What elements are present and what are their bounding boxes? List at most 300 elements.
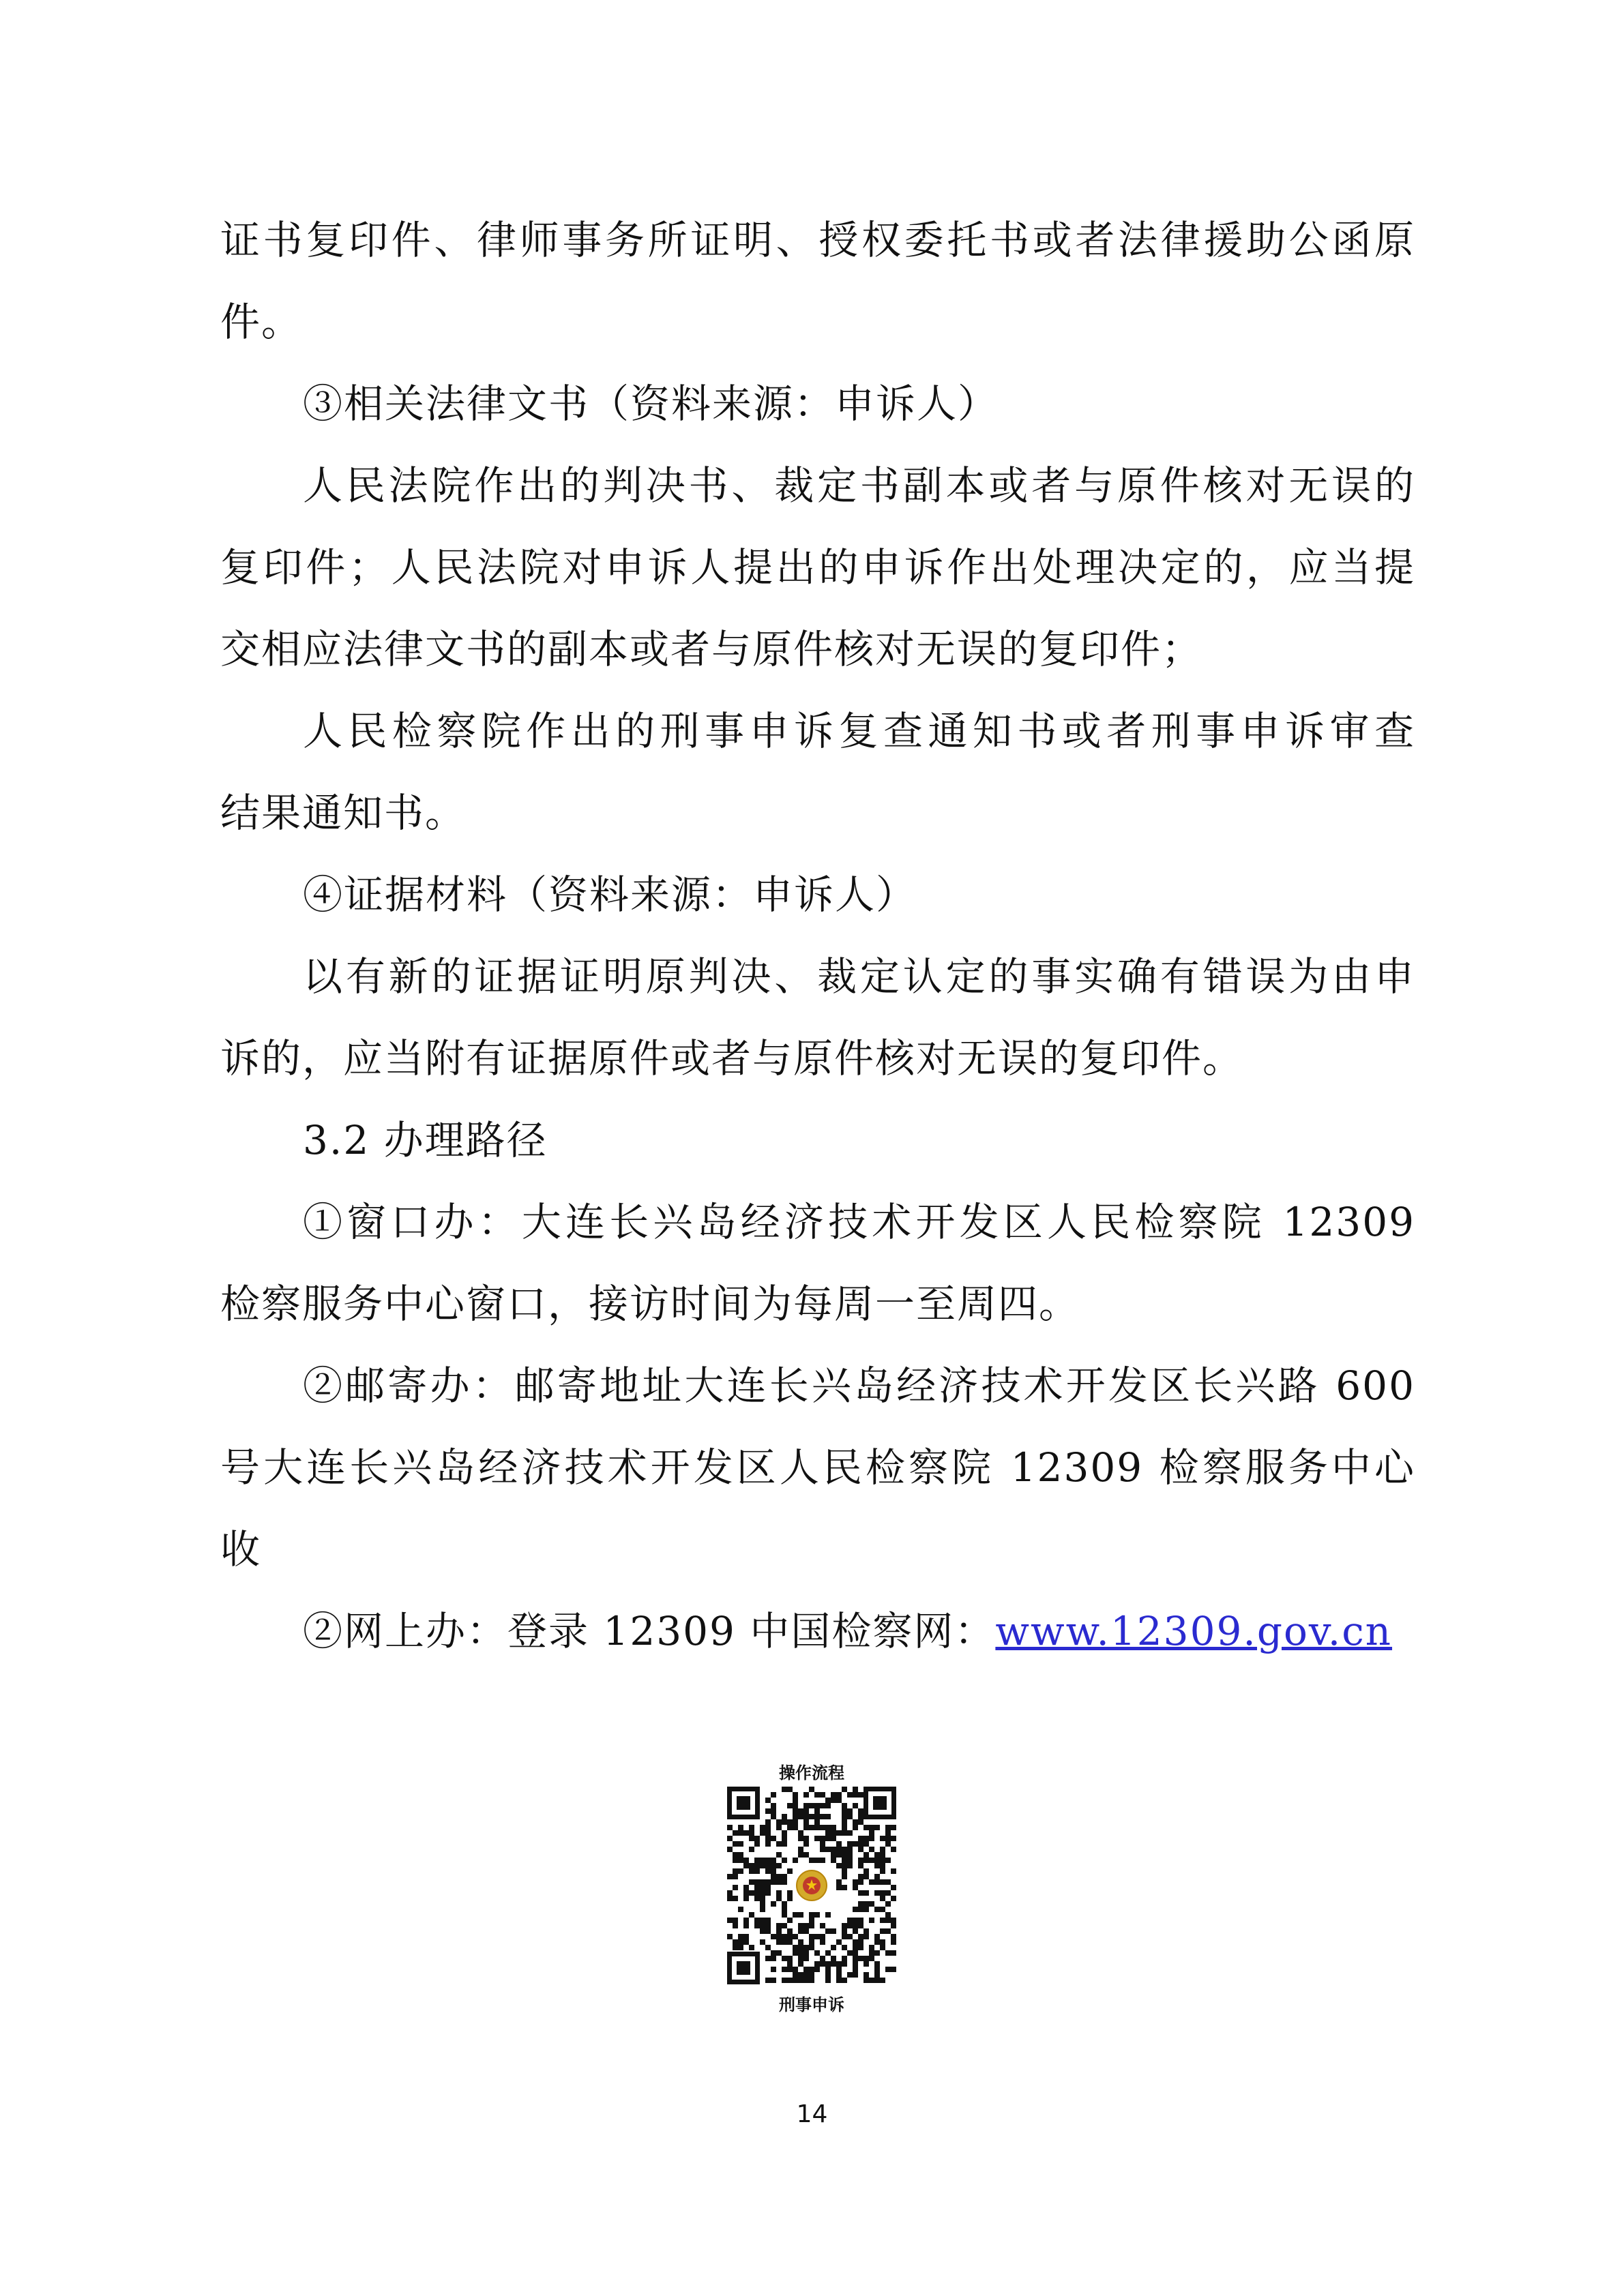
qr-module (880, 1847, 885, 1852)
qr-module (793, 1912, 798, 1918)
qr-module (842, 1847, 847, 1852)
qr-module (733, 1874, 738, 1879)
qr-module (749, 1868, 754, 1874)
qr-module (853, 1841, 858, 1847)
qr-module (825, 1978, 831, 1983)
qr-module (743, 1830, 749, 1836)
qr-module (749, 1847, 754, 1852)
qr-module (787, 1890, 793, 1896)
qr-module (874, 1934, 880, 1939)
qr-module (803, 1978, 809, 1983)
qr-module (853, 1803, 858, 1808)
qr-module (885, 1890, 891, 1896)
qr-module (831, 1792, 836, 1798)
qr-module (787, 1961, 793, 1967)
qr-code[interactable] (727, 1787, 896, 1984)
qr-module (760, 1858, 765, 1863)
paragraph-line: 号大连长兴岛经济技术开发区人民检察院 12309 检察服务中心 (220, 1444, 1415, 1491)
qr-module (869, 1836, 874, 1841)
qr-module (771, 1901, 776, 1907)
qr-module (874, 1939, 880, 1945)
qr-module (825, 1961, 831, 1967)
qr-module (760, 1901, 765, 1907)
qr-module (793, 1814, 798, 1819)
qr-module (853, 1825, 858, 1830)
paragraph-line: 收 (220, 1526, 262, 1572)
qr-module (842, 1858, 847, 1863)
qr-module (874, 1950, 880, 1956)
qr-module (891, 1885, 896, 1890)
qr-module (836, 1841, 842, 1847)
qr-module (776, 1874, 782, 1879)
qr-module (793, 1945, 798, 1950)
qr-module (771, 1934, 776, 1939)
qr-module (771, 1879, 776, 1885)
qr-module (863, 1874, 869, 1879)
qr-module (853, 1787, 858, 1792)
qr-module (885, 1928, 891, 1934)
qr-module (803, 1945, 809, 1950)
qr-module (836, 1967, 842, 1972)
qr-module (869, 1847, 874, 1852)
qr-module (836, 1792, 842, 1798)
qr-module (853, 1956, 858, 1961)
qr-module (798, 1978, 803, 1983)
qr-module (733, 1896, 738, 1901)
qr-module (863, 1852, 869, 1858)
qr-module (831, 1858, 836, 1863)
qr-module (842, 1945, 847, 1950)
qr-module (831, 1830, 836, 1836)
qr-module (765, 1819, 771, 1825)
qr-module (798, 1956, 803, 1961)
qr-module (782, 1836, 787, 1841)
paragraph-line: 复印件；人民法院对申诉人提出的申诉作出处理决定的，应当提 (220, 544, 1415, 591)
qr-module (798, 1939, 803, 1945)
qr-module (809, 1934, 814, 1939)
qr-module (749, 1879, 754, 1885)
qr-module (743, 1858, 749, 1863)
qr-module (787, 1918, 793, 1923)
qr-module (869, 1950, 874, 1956)
qr-module (809, 1918, 814, 1923)
qr-module (880, 1879, 885, 1885)
qr-module (803, 1825, 809, 1830)
qr-module (776, 1841, 782, 1847)
qr-module (863, 1978, 869, 1983)
qr-module (874, 1967, 880, 1972)
qr-module (782, 1901, 787, 1907)
qr-module (831, 1852, 836, 1858)
qr-module (776, 1852, 782, 1858)
qr-module (836, 1852, 842, 1858)
qr-module (727, 1825, 733, 1830)
qr-module (874, 1874, 880, 1879)
qr-module (798, 1836, 803, 1841)
qr-module (787, 1819, 793, 1825)
qr-module (776, 1939, 782, 1945)
qr-module (760, 1825, 765, 1830)
qr-module (858, 1863, 863, 1868)
qr-module (798, 1852, 803, 1858)
qr-module (820, 1961, 825, 1967)
qr-module (825, 1847, 831, 1852)
qr-module (733, 1841, 738, 1847)
qr-module (771, 1868, 776, 1874)
qr-module (809, 1923, 814, 1928)
qr-module (738, 1868, 743, 1874)
qr-module (869, 1901, 874, 1907)
qr-module (836, 1972, 842, 1978)
qr-module (803, 1928, 809, 1934)
qr-module (793, 1808, 798, 1814)
qr-module (787, 1825, 793, 1830)
qr-module (820, 1934, 825, 1939)
qr-module (749, 1945, 754, 1950)
qr-module (809, 1978, 814, 1983)
qr-module (880, 1928, 885, 1934)
qr-module (874, 1907, 880, 1912)
qr-module (858, 1879, 863, 1885)
qr-module (782, 1939, 787, 1945)
qr-module (765, 1918, 771, 1923)
section-heading: 3.2 办理路径 (303, 1117, 548, 1163)
qr-module (874, 1972, 880, 1978)
qr-module (820, 1841, 825, 1847)
qr-module (814, 1967, 820, 1972)
paragraph-line: 以有新的证据证明原判决、裁定认定的事实确有错误为由申 (303, 953, 1415, 1000)
qr-module (793, 1825, 798, 1830)
qr-module (842, 1803, 847, 1808)
qr-module (754, 1858, 760, 1863)
qr-module (798, 1912, 803, 1918)
qr-module (831, 1825, 836, 1830)
qr-module (820, 1939, 825, 1945)
qr-module (853, 1879, 858, 1885)
qr-title: 操作流程 (779, 1763, 844, 1783)
qr-module (858, 1792, 863, 1798)
qr-module (874, 1961, 880, 1967)
qr-module (727, 1836, 733, 1841)
qr-module (803, 1841, 809, 1847)
qr-module (853, 1945, 858, 1950)
qr-module (842, 1787, 847, 1792)
qr-module (880, 1858, 885, 1863)
qr-module (765, 1890, 771, 1896)
qr-module (885, 1858, 891, 1863)
qr-module (765, 1798, 771, 1803)
qr-module (836, 1863, 842, 1868)
qr-module (847, 1792, 853, 1798)
qr-module (809, 1825, 814, 1830)
qr-module (863, 1836, 869, 1841)
qr-module (782, 1978, 787, 1983)
qr-module (782, 1787, 787, 1792)
qr-module (847, 1950, 853, 1956)
qr-module (733, 1830, 738, 1836)
qr-module (798, 1972, 803, 1978)
qr-module (760, 1907, 765, 1912)
qr-module (836, 1879, 842, 1885)
qr-module (858, 1814, 863, 1819)
qr-module (749, 1912, 754, 1918)
qr-module (869, 1825, 874, 1830)
qr-module (858, 1808, 863, 1814)
qr-module (891, 1939, 896, 1945)
paragraph-line: 检察服务中心窗口，接访时间为每周一至周四。 (220, 1281, 1080, 1327)
qr-module (891, 1923, 896, 1928)
paragraph-line: 证书复印件、律师事务所证明、授权委托书或者法律援助公函原 (220, 217, 1415, 263)
qr-module (765, 1956, 771, 1961)
qr-module (793, 1792, 798, 1798)
qr-module (825, 1967, 831, 1972)
qr-module (743, 1934, 749, 1939)
qr-module (765, 1808, 771, 1814)
qr-module (858, 1901, 863, 1907)
qr-module (787, 1978, 793, 1983)
qr-module (847, 1934, 853, 1939)
qr-module (847, 1852, 853, 1858)
qr-module (782, 1858, 787, 1863)
qr-module (847, 1830, 853, 1836)
qr-module (880, 1978, 885, 1983)
section-heading: ③相关法律文书（资料来源：申诉人） (303, 381, 999, 427)
qr-module (858, 1819, 863, 1825)
qr-module (858, 1918, 863, 1923)
qr-module (809, 1967, 814, 1972)
qr-module (803, 1956, 809, 1961)
qr-module (891, 1868, 896, 1874)
qr-module (825, 1830, 831, 1836)
qr-module (825, 1798, 831, 1803)
qr-module (765, 1978, 771, 1983)
qr-module (738, 1841, 743, 1847)
qr-module (782, 1819, 787, 1825)
qr-module (847, 1808, 853, 1814)
qr-module (798, 1928, 803, 1934)
qr-module (880, 1863, 885, 1868)
qr-module (853, 1967, 858, 1972)
qr-module (885, 1967, 891, 1972)
qr-module (853, 1907, 858, 1912)
online-line (303, 1607, 1392, 1656)
qr-module (787, 1934, 793, 1939)
qr-module (776, 1896, 782, 1901)
qr-module (771, 1874, 776, 1879)
qr-module (776, 1879, 782, 1885)
paragraph-line: 交相应法律文书的副本或者与原件核对无误的复印件； (220, 626, 1203, 672)
qr-module (880, 1907, 885, 1912)
qr-module (891, 1918, 896, 1923)
qr-module (809, 1787, 814, 1792)
qr-module (765, 1825, 771, 1830)
qr-module (803, 1967, 809, 1972)
qr-module (863, 1961, 869, 1967)
qr-module (727, 1896, 733, 1901)
qr-module (803, 1950, 809, 1956)
qr-module (847, 1918, 853, 1923)
qr-module (847, 1814, 853, 1819)
qr-module (782, 1907, 787, 1912)
qr-module (782, 1879, 787, 1885)
qr-module (891, 1847, 896, 1852)
qr-module (836, 1830, 842, 1836)
qr-module (782, 1874, 787, 1879)
qr-module (825, 1912, 831, 1918)
qr-module (765, 1836, 771, 1841)
qr-module (858, 1934, 863, 1939)
qr-module (885, 1950, 891, 1956)
qr-module (831, 1928, 836, 1934)
qr-module (798, 1814, 803, 1819)
qr-module (825, 1950, 831, 1956)
qr-module (793, 1978, 798, 1983)
qr-module (891, 1934, 896, 1939)
qr-module (820, 1847, 825, 1852)
qr-caption: 刑事申诉 (779, 1995, 844, 2014)
qr-module (836, 1978, 842, 1983)
qr-module (760, 1885, 765, 1890)
website-link[interactable]: www.12309.gov.cn (995, 1608, 1393, 1654)
qr-module (863, 1858, 869, 1863)
qr-module (743, 1939, 749, 1945)
qr-module (771, 1792, 776, 1798)
qr-module (885, 1830, 891, 1836)
qr-module (733, 1945, 738, 1950)
qr-module (847, 1847, 853, 1852)
qr-module (874, 1852, 880, 1858)
qr-module (771, 1858, 776, 1863)
qr-module (842, 1808, 847, 1814)
qr-module (814, 1858, 820, 1863)
qr-module (782, 1814, 787, 1819)
paragraph-line: 诉的，应当附有证据原件或者与原件核对无误的复印件。 (220, 1035, 1244, 1082)
qr-module (831, 1798, 836, 1803)
qr-module (880, 1945, 885, 1950)
qr-module (760, 1830, 765, 1836)
qr-module (798, 1847, 803, 1852)
qr-module (771, 1950, 776, 1956)
qr-module (858, 1956, 863, 1961)
qr-module (782, 1934, 787, 1939)
qr-module (842, 1814, 847, 1819)
qr-module (803, 1803, 809, 1808)
qr-module (809, 1814, 814, 1819)
qr-module (754, 1923, 760, 1928)
qr-module (787, 1928, 793, 1934)
qr-module (820, 1923, 825, 1928)
qr-module (814, 1814, 820, 1819)
qr-module (749, 1863, 754, 1868)
qr-module (803, 1852, 809, 1858)
qr-module (760, 1890, 765, 1896)
qr-module (863, 1928, 869, 1934)
qr-module (749, 1825, 754, 1830)
qr-module (787, 1803, 793, 1808)
qr-module (863, 1956, 869, 1961)
qr-module (858, 1841, 863, 1847)
qr-module (798, 1961, 803, 1967)
qr-module (743, 1896, 749, 1901)
qr-module (733, 1885, 738, 1890)
qr-module (858, 1890, 863, 1896)
paragraph-line: 人民检察院作出的刑事申诉复查通知书或者刑事申诉审查 (303, 708, 1415, 754)
qr-module (760, 1879, 765, 1885)
qr-module (793, 1803, 798, 1808)
qr-module (874, 1890, 880, 1896)
qr-module (727, 1934, 733, 1939)
qr-module (754, 1918, 760, 1923)
qr-module (820, 1836, 825, 1841)
qr-module (847, 1923, 853, 1928)
qr-module (760, 1923, 765, 1928)
qr-module (771, 1967, 776, 1972)
qr-module (885, 1901, 891, 1907)
qr-module (885, 1836, 891, 1841)
qr-module (863, 1841, 869, 1847)
qr-module (793, 1798, 798, 1803)
qr-module (809, 1912, 814, 1918)
qr-module (858, 1858, 863, 1863)
qr-module (869, 1918, 874, 1923)
qr-module (776, 1928, 782, 1934)
qr-module (814, 1950, 820, 1956)
qr-module (885, 1841, 891, 1847)
qr-module (842, 1852, 847, 1858)
qr-module (858, 1836, 863, 1841)
qr-module (787, 1787, 793, 1792)
qr-module (814, 1934, 820, 1939)
paragraph-line: 人民法院作出的判决书、裁定书副本或者与原件核对无误的 (303, 462, 1415, 509)
qr-module (803, 1808, 809, 1814)
qr-module (803, 1923, 809, 1928)
qr-module (880, 1852, 885, 1858)
qr-module (863, 1901, 869, 1907)
qr-module (825, 1825, 831, 1830)
qr-module (874, 1858, 880, 1863)
qr-module (874, 1863, 880, 1868)
qr-module (847, 1972, 853, 1978)
qr-module (798, 1923, 803, 1928)
qr-module (880, 1868, 885, 1874)
qr-module (749, 1836, 754, 1841)
qr-module (738, 1858, 743, 1863)
qr-module (847, 1858, 853, 1863)
qr-module (743, 1923, 749, 1928)
qr-module (853, 1819, 858, 1825)
qr-module (842, 1885, 847, 1890)
qr-module (863, 1972, 869, 1978)
qr-module (880, 1939, 885, 1945)
qr-module (814, 1792, 820, 1798)
qr-module (733, 1868, 738, 1874)
qr-module (853, 1923, 858, 1928)
qr-module (776, 1825, 782, 1830)
qr-module (793, 1967, 798, 1972)
qr-module (842, 1961, 847, 1967)
qr-module (853, 1972, 858, 1978)
qr-module (891, 1896, 896, 1901)
qr-module (825, 1814, 831, 1819)
qr-module (765, 1858, 771, 1863)
qr-module (869, 1879, 874, 1885)
qr-module (858, 1923, 863, 1928)
qr-module (814, 1819, 820, 1825)
qr-module (836, 1798, 842, 1803)
qr-module (853, 1961, 858, 1967)
qr-module (743, 1890, 749, 1896)
qr-module (831, 1836, 836, 1841)
